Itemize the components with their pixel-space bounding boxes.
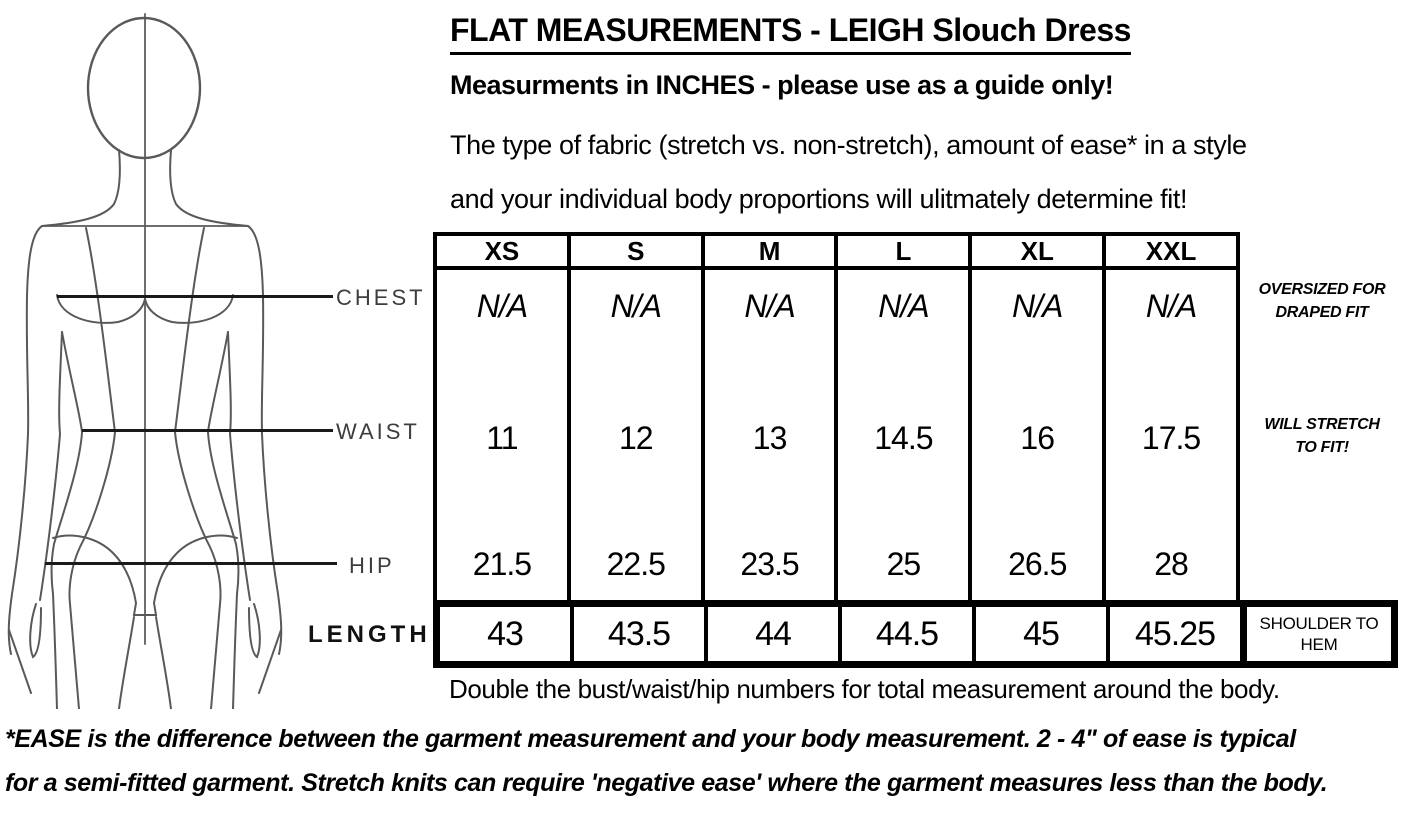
chest-value: N/A (1145, 288, 1197, 324)
length-value: 45 (976, 607, 1110, 661)
length-value: 44 (708, 607, 842, 661)
waist-value: 11 (486, 420, 518, 456)
length-value: 43.5 (574, 607, 708, 661)
waist-value: 13 (752, 420, 787, 456)
stretch-note-line1: WILL STRETCH (1264, 416, 1380, 433)
hip-value: 26.5 (1008, 546, 1067, 582)
waist-label: WAIST (336, 419, 420, 444)
hip-value: 28 (1154, 546, 1188, 582)
size-table-column (838, 270, 972, 600)
page-title: FLAT MEASUREMENTS - LEIGH Slouch Dress (450, 12, 1131, 55)
length-value: 44.5 (842, 607, 976, 661)
size-table-column (437, 270, 571, 600)
body-figure-drawing (0, 4, 340, 709)
page-subtitle: Measurments in INCHES - please use as a guide only! (450, 70, 1114, 100)
length-value: 45.25 (1134, 614, 1216, 653)
waist-value: 16 (1020, 420, 1055, 456)
hip-pointer-line (45, 562, 337, 565)
chest-value: N/A (476, 288, 528, 324)
size-table-column (1106, 270, 1236, 600)
chest-value: N/A (610, 288, 661, 324)
size-table-body (433, 270, 1240, 600)
chest-value: N/A (1012, 288, 1063, 324)
chest-label: CHEST (336, 285, 426, 310)
length-label: LENGTH (308, 621, 431, 648)
stretch-note (1244, 413, 1400, 459)
shoulder-to-hem-note (1240, 607, 1391, 661)
hip-label: HIP (349, 553, 395, 578)
length-row (433, 600, 1398, 668)
size-column-s: S (571, 236, 705, 266)
ease-footnote-line1: *EASE is the difference between the garment measurement and your body measurement. 2 - 4" of ease is typical (5, 725, 1296, 753)
size-table-column (705, 270, 839, 600)
shoulder-to-hem-line2: HEM (1300, 635, 1338, 654)
waist-value: 14.5 (874, 420, 933, 456)
waist-value: 12 (618, 420, 653, 456)
size-column-xxl: XXL (1145, 235, 1197, 266)
chest-value: N/A (878, 288, 929, 324)
intro-text-line1: The type of fabric (stretch vs. non-stretch), amount of ease* in a style (450, 130, 1247, 160)
hip-value: 22.5 (606, 546, 665, 582)
waist-pointer-line (82, 429, 333, 432)
table-caption: Double the bust/waist/hip numbers for total measurement around the body. (449, 674, 1280, 704)
chest-pointer-line (57, 295, 333, 298)
ease-footnote-line2: for a semi-fitted garment. Stretch knits can require 'negative ease' where the garment measures less than the body. (5, 769, 1328, 797)
hip-value: 25 (886, 546, 921, 582)
oversized-note-line1: OVERSIZED FOR (1258, 281, 1386, 298)
size-column-m: M (705, 236, 839, 266)
waist-value: 17.5 (1141, 420, 1201, 456)
chest-value: N/A (744, 288, 795, 324)
hip-value: 23.5 (740, 546, 799, 582)
intro-text-line2: and your individual body proportions will ulitmately determine fit! (450, 184, 1188, 214)
size-table-column (571, 270, 705, 600)
oversized-note (1244, 278, 1400, 324)
oversized-note-line2: DRAPED FIT (1275, 304, 1369, 321)
size-column-xl: XL (972, 236, 1106, 266)
size-table-column (972, 270, 1106, 600)
size-table-header (433, 232, 1240, 270)
size-column-xs: XS (437, 236, 571, 266)
length-value: 43 (440, 607, 574, 661)
stretch-note-line2: TO FIT! (1295, 439, 1349, 456)
hip-value: 21.5 (472, 546, 532, 582)
length-values (440, 607, 1240, 661)
shoulder-to-hem-line1: SHOULDER TO (1259, 614, 1379, 633)
size-column-l: L (838, 236, 972, 266)
